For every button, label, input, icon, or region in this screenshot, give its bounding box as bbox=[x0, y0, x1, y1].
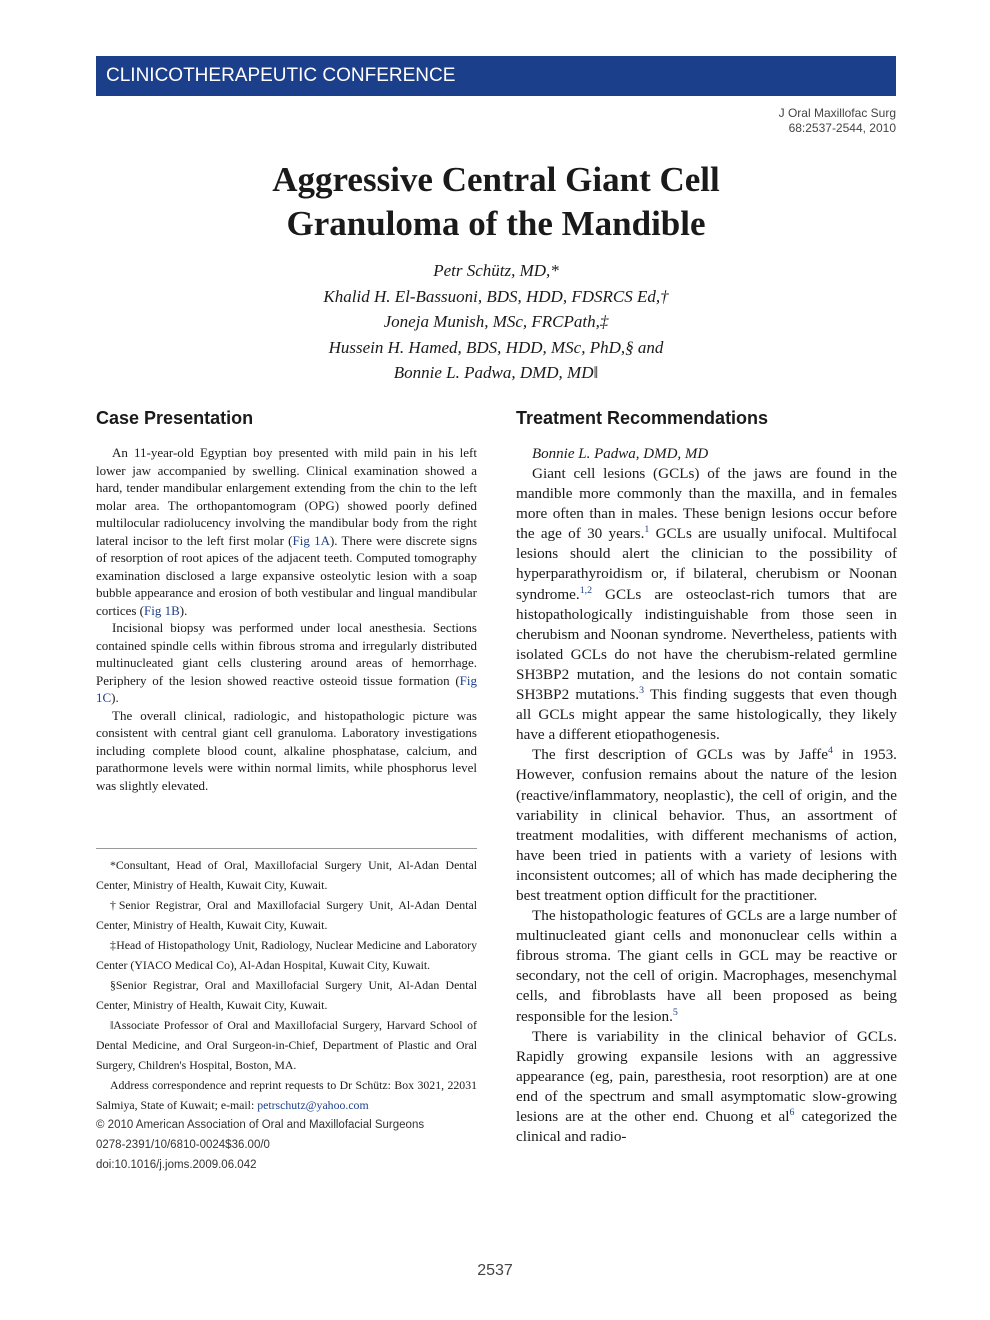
reference-link[interactable]: 5 bbox=[672, 1006, 678, 1018]
footnotes bbox=[96, 848, 477, 1175]
paragraph: Giant cell lesions (GCLs) of the jaws are found in the mandible more commonly than the maxilla, and in females more often than in males. These benign lesions occur before the age of 30 years.$^1$ GCLs are usually unifocal. Multifocal lesions should alert the clinician to the possibility of hyperparathyroidism or, if bilateral, cherubism or Noonan syndrome.$^{1,2}$ GCLs are osteoclast-rich tumors that are histopathologically indistinguishable from those seen in cherubism and Noonan syndrome. Nevertheless, patients with isolated GCLs do not have the cherubism-related germline SH3BP2 mutation, and the lesions do not contain somatic SH3BP2 mutations.$^3$ This finding suggests that even though all GCLs might appear the same histologically, they likely have a different etiopathogenesis. bbox=[516, 465, 897, 744]
paragraph: An 11-year-old Egyptian boy presented with mild pain in his left lower jaw accompanied by swelling. Clinical examination showed a hard, tender mandibular enlargement extending from the chin to the left molar area. The orthopantomogram (OPG) showed poorly defined multilocular radiolucency involving the mandibular body from the right lateral incisor to the left first molar (Fig 1A). There were discrete signs of resorption of root apices of the adjacent teeth. Computed tomography examination disclosed a large expansive osteolytic lesion with a soap bubble appearance and erosion of both vestibular and lingual mandibular cortices (Fig 1B). bbox=[96, 445, 478, 618]
left-column bbox=[96, 406, 477, 794]
footnote: †Senior Registrar, Oral and Maxillofacial Surgery Unit, Al-Adan Dental Center, Ministry of Health, Kuwait City, Kuwait. bbox=[96, 898, 477, 932]
section-banner: CLINICOTHERAPEUTIC CONFERENCE bbox=[96, 56, 896, 96]
treatment-heading: Treatment Recommendations bbox=[516, 408, 769, 428]
right-column bbox=[516, 406, 897, 1147]
page-number: 2537 bbox=[477, 1262, 513, 1279]
treatment-body bbox=[516, 464, 897, 1147]
reference-link[interactable]: 1,2 bbox=[579, 584, 593, 596]
copyright: © 2010 American Association of Oral and Maxillofacial Surgeons bbox=[96, 1119, 425, 1131]
footnote: ‖Associate Professor of Oral and Maxillofacial Surgery, Harvard School of Dental Medicine, and Oral Surgeon-in-Chief, Department of Plastic and Oral Surgery, Children's Hospital, Boston, MA. bbox=[96, 1018, 477, 1072]
reference-link[interactable]: 4 bbox=[827, 745, 833, 757]
reference-link[interactable]: 3 bbox=[639, 684, 645, 696]
title-line-1: Aggressive Central Giant Cell bbox=[272, 160, 720, 199]
paragraph: The overall clinical, radiologic, and histopathologic picture was consistent with central giant cell granuloma. Laboratory investigations including complete blood count, alkaline phosphatase, calcium, and parathormone levels were within normal limits, while phosphorus level was slightly elevated. bbox=[96, 707, 477, 793]
publication-info bbox=[96, 1115, 477, 1175]
paragraph: Incisional biopsy was performed under local anesthesia. Sections contained spindle cells within fibrous stroma and irregularly distributed multinucleated giant cells clustering around areas of hemorrhage. Periphery of the lesion showed reactive osteoid tissue formation (Fig 1C). bbox=[96, 620, 477, 705]
email-link[interactable]: petrschutz@yahoo.com bbox=[257, 1098, 369, 1112]
author: Petr Schütz, MD,* bbox=[433, 261, 559, 280]
figure-link[interactable]: Fig 1C bbox=[96, 672, 477, 705]
figure-link[interactable]: Fig 1A bbox=[292, 532, 330, 548]
figure-link[interactable]: Fig 1B bbox=[144, 602, 180, 618]
author-list bbox=[96, 258, 896, 386]
reference-link[interactable]: 6 bbox=[789, 1106, 795, 1118]
case-presentation-heading: Case Presentation bbox=[96, 408, 254, 428]
issn: 0278-2391/10/6810-0024$36.00/0 bbox=[96, 1139, 270, 1151]
journal-citation bbox=[779, 106, 896, 136]
case-presentation-body bbox=[96, 444, 477, 794]
footnote: §Senior Registrar, Oral and Maxillofacial Surgery Unit, Al-Adan Dental Center, Ministry of Health, Kuwait City, Kuwait. bbox=[96, 978, 477, 1012]
title-line-2: Granuloma of the Mandible bbox=[286, 204, 706, 243]
author: Khalid H. El-Bassuoni, BDS, HDD, FDSRCS Ed,† bbox=[323, 286, 669, 306]
footnote: *Consultant, Head of Oral, Maxillofacial Surgery Unit, Al-Adan Dental Center, Ministry of Health, Kuwait City, Kuwait. bbox=[96, 858, 477, 892]
article-title bbox=[96, 158, 896, 246]
reference-link[interactable]: 1 bbox=[644, 524, 650, 536]
journal-volume: 68:2537-2544, 2010 bbox=[788, 121, 896, 135]
author: Bonnie L. Padwa, DMD, MD‖ bbox=[393, 363, 599, 382]
journal-name: J Oral Maxillofac Surg bbox=[778, 106, 896, 120]
correspondence-address: Address correspondence and reprint requests to Dr Schütz: Box 3021, 22031 Salmiya, State of Kuwait; e-mail: petrschutz@yahoo.com bbox=[96, 1078, 477, 1112]
author: Joneja Munish, MSc, FRCPath,‡ bbox=[383, 312, 609, 331]
paragraph: The histopathologic features of GCLs are a large number of multinucleated giant cells and mononuclear cells within a fibrous stroma. The giant cells in GCL may be reactive or secondary, not the cell of origin. Macrophages, mesenchymal cells, and fibroblasts have all been proposed as being responsible for the lesion.$^5$ bbox=[516, 907, 897, 1025]
author: Hussein H. Hamed, BDS, HDD, MSc, PhD,§ and bbox=[328, 337, 664, 357]
paragraph: There is variability in the clinical behavior of GCLs. Rapidly growing expansile lesions with an aggressive appearance (eg, pain, paresthesia, root resorption) are at one end of the spectrum and small asymptomatic slow-growing lesions are at the other end. Chuong et $al^6$ categorized the clinical and radio- bbox=[516, 1027, 897, 1146]
doi: doi:10.1016/j.joms.2009.06.042 bbox=[96, 1159, 257, 1171]
footnote: ‡Head of Histopathology Unit, Radiology, Nuclear Medicine and Laboratory Center (YIACO Medical Co), Al-Adan Hospital, Kuwait City, Kuwait. bbox=[96, 938, 477, 972]
section-byline: Bonnie L. Padwa, DMD, MD bbox=[532, 446, 709, 462]
paragraph: The first description of GCLs was by Jaffe$^4$ in 1953. However, confusion remains about the nature of the lesion (reactive/inflammatory, neoplastic), the cell of origin, and the variability in clinical behavior. Thus, an assortment of treatment modalities, with different mechanisms of action, have been tried in patients with a variety of lesions with inconsistent outcomes; all of which has made deciphering the best treatment option difficult for the practitioner. bbox=[516, 745, 897, 904]
